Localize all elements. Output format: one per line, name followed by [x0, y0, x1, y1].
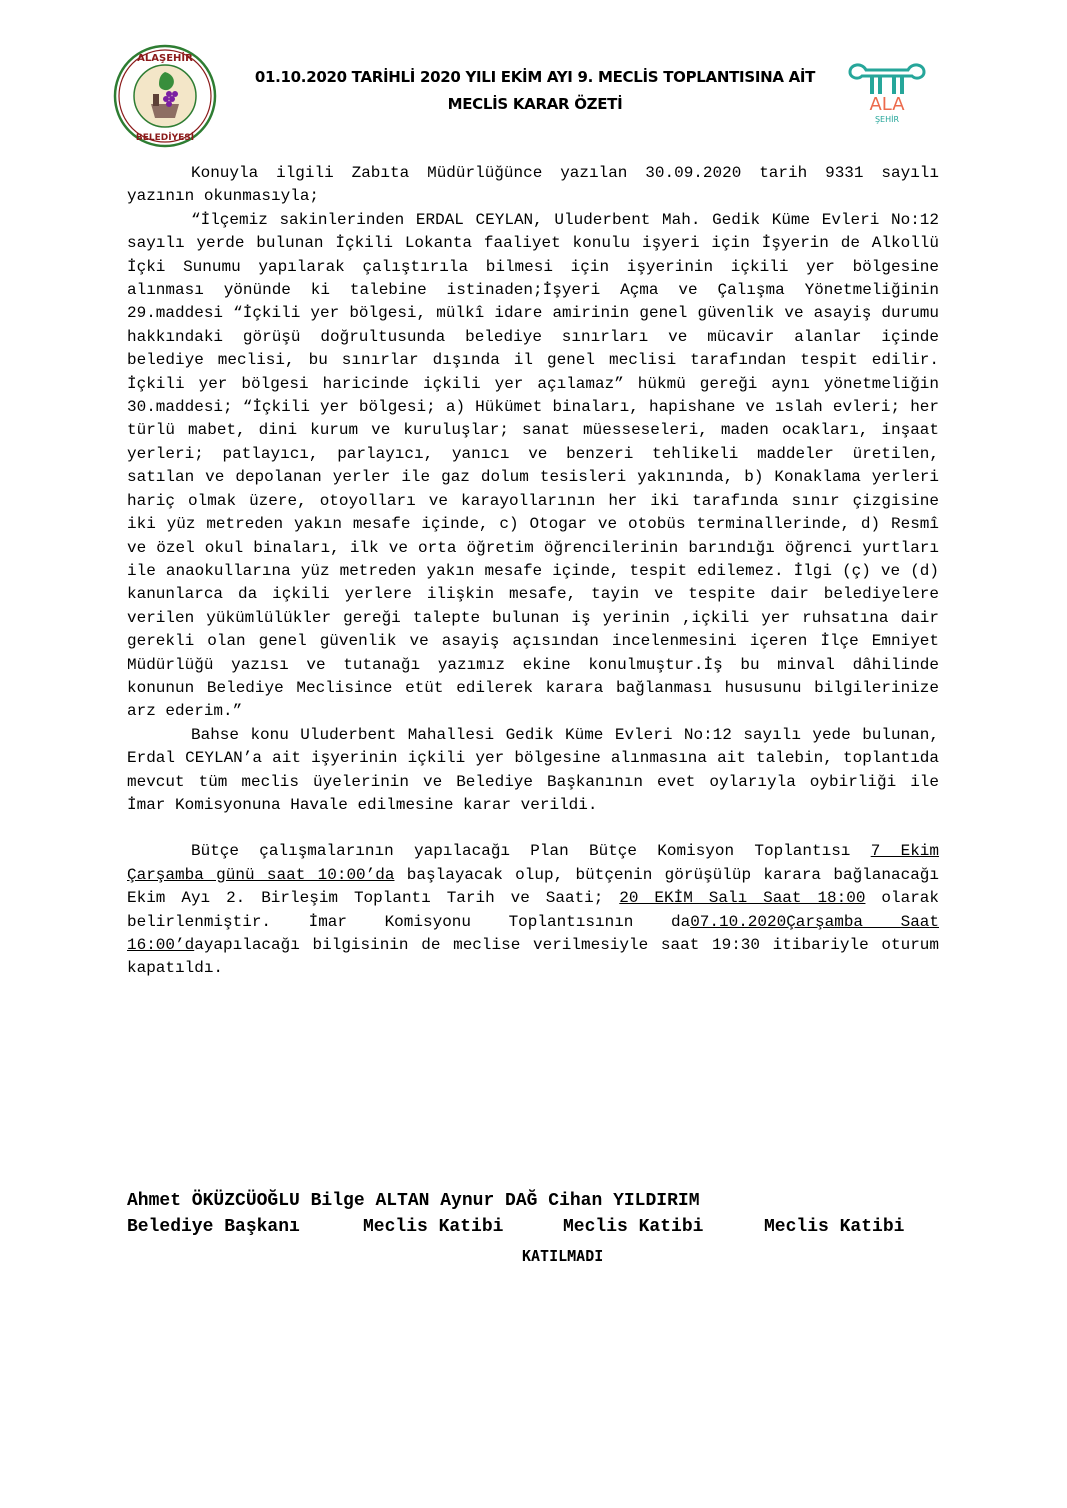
- schedule-text-b: başlayacak olup, bütçenin görüşülüp karara bağlanacağı Ekim Ayı 2. Birleşim Toplantı Tarih ve Saati;: [127, 865, 939, 908]
- schedule-budget-meeting: 7 Ekim Çarşamba günü saat 10:00’da: [127, 842, 939, 884]
- svg-text:ŞEHİR: ŞEHİR: [874, 115, 900, 124]
- role-clerk-2: Meclis Katibi: [563, 1217, 704, 1237]
- svg-text:ALA: ALA: [869, 94, 905, 115]
- document-body: [127, 162, 939, 981]
- svg-text:ALAŞEHİR: ALAŞEHİR: [137, 53, 193, 64]
- signatory-names: Ahmet ÖKÜZCÜOĞLU Bilge ALTAN Aynur DAĞ Cihan YILDIRIM: [127, 1191, 700, 1211]
- schedule-session-date: 20 EKİM Salı Saat 18:00: [619, 889, 866, 908]
- role-clerk-1: Meclis Katibi: [363, 1217, 504, 1237]
- role-mayor: Belediye Başkanı: [127, 1217, 300, 1237]
- title-line-1: 01.10.2020 TARİHLİ 2020 YILI EKİM AYI 9. MECLİS TOPLANTISINA AİT: [254, 68, 816, 86]
- signature-block: [127, 1188, 939, 1265]
- ala-sehir-brand-logo: [842, 58, 932, 130]
- schedule-text-a: Bütçe çalışmalarının yapılacağı Plan Bütçe Komisyon Toplantısı: [191, 842, 871, 861]
- schedule-text-c: olarak belirlenmiştir. İmar Komisyonu Toplantısının da: [127, 889, 939, 931]
- municipality-seal-logo: [113, 44, 217, 148]
- paragraph-schedule: [127, 840, 939, 980]
- svg-text:BELEDİYESİ: BELEDİYESİ: [135, 133, 195, 143]
- schedule-text-d: ayapılacağı bilgisinin de meclise verilmesiyle saat 19:30 itibariyle oturum kapatıldı.: [127, 936, 939, 978]
- schedule-zoning-meeting: 07.10.2020Çarşamba Saat 16:00’d: [127, 912, 939, 954]
- paragraph-reading: Konuyla ilgili Zabıta Müdürlüğünce yazılan 30.09.2020 tarih 9331 sayılı yazının okunmasıyla;: [127, 164, 939, 206]
- role-clerk-3: Meclis Katibi: [764, 1217, 905, 1237]
- title-line-2: MECLİS KARAR ÖZETİ: [447, 95, 623, 113]
- document-title: [230, 64, 840, 118]
- paragraph-spacer: [127, 817, 939, 840]
- paragraph-decision: Bahse konu Uluderbent Mahallesi Gedik Küme Evleri No:12 sayılı yede bulunan, Erdal CEYLAN’a ait işyerinin içkili yer bölgesine alınmasına ait talebin, toplantıda mevcut tüm meclis üyelerinin ve Belediye Başkanının evet oylarıyla oybirliği ile İmar Komisyonuna Havale edilmesine karar verildi.: [127, 725, 939, 814]
- signatory-roles: [127, 1214, 939, 1240]
- document-header: [0, 0, 1067, 150]
- absence-note: KATILMADI: [522, 1247, 604, 1265]
- paragraph-petition: “İlçemiz sakinlerinden ERDAL CEYLAN, Uluderbent Mah. Gedik Küme Evleri No:12 sayılı yerde bulunan İçkili Lokanta faaliyet konulu işyeri için İşyerin de Alkollü İçki Sunumu yapılarak çalıştırıla bilmesi için işyerinin içkili yer bölgesine alınması yönünde ki talebine istinaden;İşyeri Açma ve Çalışma Yönetmeliğinin 29.maddesi “İçkili yer bölgesi, mülkî idare amirinin genel güvenlik ve asayiş durumu hakkındaki görüşü doğrultusunda belediye sınırları ve mücavir alanlar içinde belediye meclisi, bu sınırlar dışında il genel meclisi tarafından tespit edilir. İçkili yer bölgesi haricinde içkili yer açılamaz” hükmü gereği aynı yönetmeliğin 30.maddesi; “İçkili yer bölgesi; a) Hükümet binaları, hapishane ve ıslah evleri; her türlü mabet, dini kurum ve kuruluşlar; sanat müesseseleri, maden ocakları, inşaat yerleri; patlayıcı, parlayıcı, yanıcı ve benzeri tehlikeli maddeler üretilen, satılan ve depolanan yerler ile gaz dolum tesisleri yakınında, b) Konaklama yerleri hariç olmak üzere, otoyolları ve karayollarının her iki tarafında sınır çizgisine iki yüz metreden yakın mesafe içinde, c) Otogar ve otobüs terminallerinde, d) Resmî ve özel okul binaları, ilk ve orta öğretim öğrencilerinin barındığı öğrenci yurtları ile anaokullarına yüz metreden yakın mesafe içinde, tespit edilemez. İlgi (ç) ve (d) kanunlarca da içkili yerlere ilişkin mesafe, tayin ve tespite dair belediyelere verilen yükümlülükler gereği talepte bulunan iş yerinin ,içkili yer ruhsatına dair gerekli olan genel güvenlik ve asayiş açısından incelenmesini içeren İlçe Emniyet Müdürlüğü yazısı ve tutanağı yazımız ekine konulmuştur.İş bu minval dâhilinde konunun Belediye Meclisince etüt edilerek karara bağlanması hususunu bilgilerinize arz ederim.”: [127, 210, 939, 721]
